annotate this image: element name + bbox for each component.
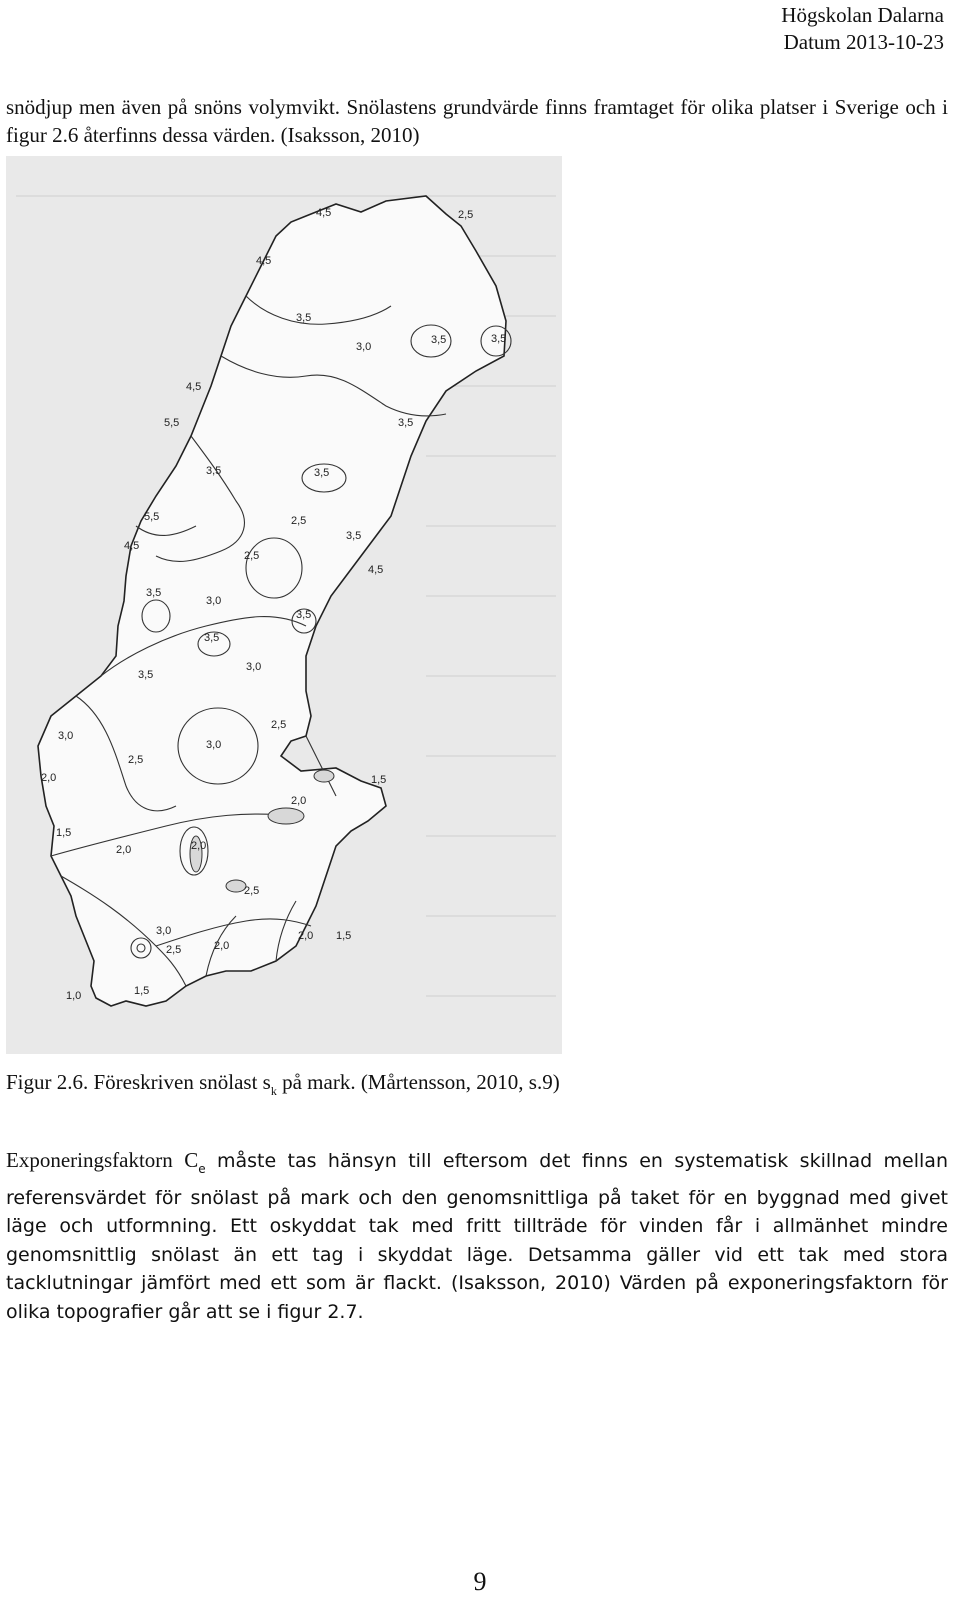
map-value-label: 2,0: [41, 772, 57, 784]
map-value-label: 3,0: [206, 595, 222, 607]
map-value-label: 3,0: [206, 739, 222, 751]
body-symbol: C: [184, 1148, 199, 1172]
map-value-label: 3,5: [314, 467, 330, 479]
sweden-outline: [38, 196, 506, 1006]
map-value-label: 3,5: [296, 312, 312, 324]
map-value-label: 3,0: [246, 661, 262, 673]
map-value-label: 2,0: [298, 930, 314, 942]
map-value-label: 2,0: [214, 940, 230, 952]
map-value-label: 2,5: [291, 515, 307, 527]
document-date: Datum 2013-10-23: [783, 30, 944, 54]
institution-name: Högskolan Dalarna: [781, 3, 944, 27]
snow-load-map-figure: [6, 156, 562, 1054]
map-value-label: 5,5: [164, 417, 180, 429]
figure-caption: [6, 1068, 560, 1105]
map-value-label: 4,5: [368, 564, 384, 576]
map-value-label: 2,5: [271, 719, 287, 731]
map-value-label: 2,5: [244, 550, 260, 562]
map-value-label: 1,5: [134, 985, 150, 997]
document-header: [781, 2, 944, 56]
map-value-label: 3,0: [356, 341, 372, 353]
map-value-label: 5,5: [144, 511, 160, 523]
map-value-label: 2,5: [128, 754, 144, 766]
map-value-label: 3,5: [204, 632, 220, 644]
map-value-label: 3,5: [146, 587, 162, 599]
map-value-label: 4,5: [316, 207, 332, 219]
map-value-label: 2,5: [166, 944, 182, 956]
map-value-label: 3,0: [58, 730, 74, 742]
sweden-snow-load-map: [6, 156, 562, 1054]
map-value-label: 1,5: [336, 930, 352, 942]
map-value-label: 1,5: [371, 774, 387, 786]
body-subscript: e: [198, 1162, 206, 1176]
map-value-label: 3,5: [206, 465, 222, 477]
page-number: 9: [473, 1567, 487, 1596]
map-value-label: 3,5: [138, 669, 154, 681]
map-value-label: 3,5: [346, 530, 362, 542]
map-value-label: 2,0: [191, 840, 207, 852]
map-value-label: 2,0: [291, 795, 307, 807]
map-value-label: 3,0: [156, 925, 172, 937]
map-value-label: 4,5: [186, 381, 202, 393]
map-value-label: 2,5: [458, 209, 474, 221]
body-paragraph: [6, 1146, 948, 1326]
map-value-label: 1,5: [56, 827, 72, 839]
intro-paragraph: snödjup men även på snöns volymvikt. Snölastens grundvärde finns framtaget för olika platser i Sverige och i figur 2.6 återfinns dessa värden. (Isaksson, 2010): [6, 95, 948, 147]
map-value-label: 2,5: [244, 885, 260, 897]
caption-subscript: k: [270, 1084, 277, 1098]
caption-prefix: Figur 2.6. Föreskriven snölast: [6, 1070, 258, 1094]
caption-symbol: s: [262, 1070, 271, 1094]
map-value-label: 3,5: [431, 334, 447, 346]
map-value-label: 1,0: [66, 990, 82, 1002]
body-lead: Exponeringsfaktorn: [6, 1148, 173, 1172]
map-value-label: 3,5: [491, 333, 507, 345]
body-rest: måste tas hänsyn till eftersom det finns en systematisk skillnad mellan referensvärdet för snölast på mark och den genomsnittliga på taket för en byggnad med givet läge och utformning. Ett oskyddat tak med fritt tillträde för vinden får i allmänhet mindre genomsnittlig snölast än ett tag i skyddat läge. Detsamma gäller vid ett tak med stora tacklutningar jämfört med ett som är flackt. (Isaksson, 2010) Värden på exponeringsfaktorn för olika topografier går att se i figur 2.7.: [6, 1150, 948, 1323]
map-value-label: 3,5: [398, 417, 414, 429]
map-value-label: 3,5: [296, 609, 312, 621]
map-value-label: 2,0: [116, 844, 132, 856]
caption-suffix: på mark. (Mårtensson, 2010, s.9): [282, 1070, 560, 1094]
map-value-label: 4,5: [256, 255, 272, 267]
map-value-label: 4,5: [124, 540, 140, 552]
